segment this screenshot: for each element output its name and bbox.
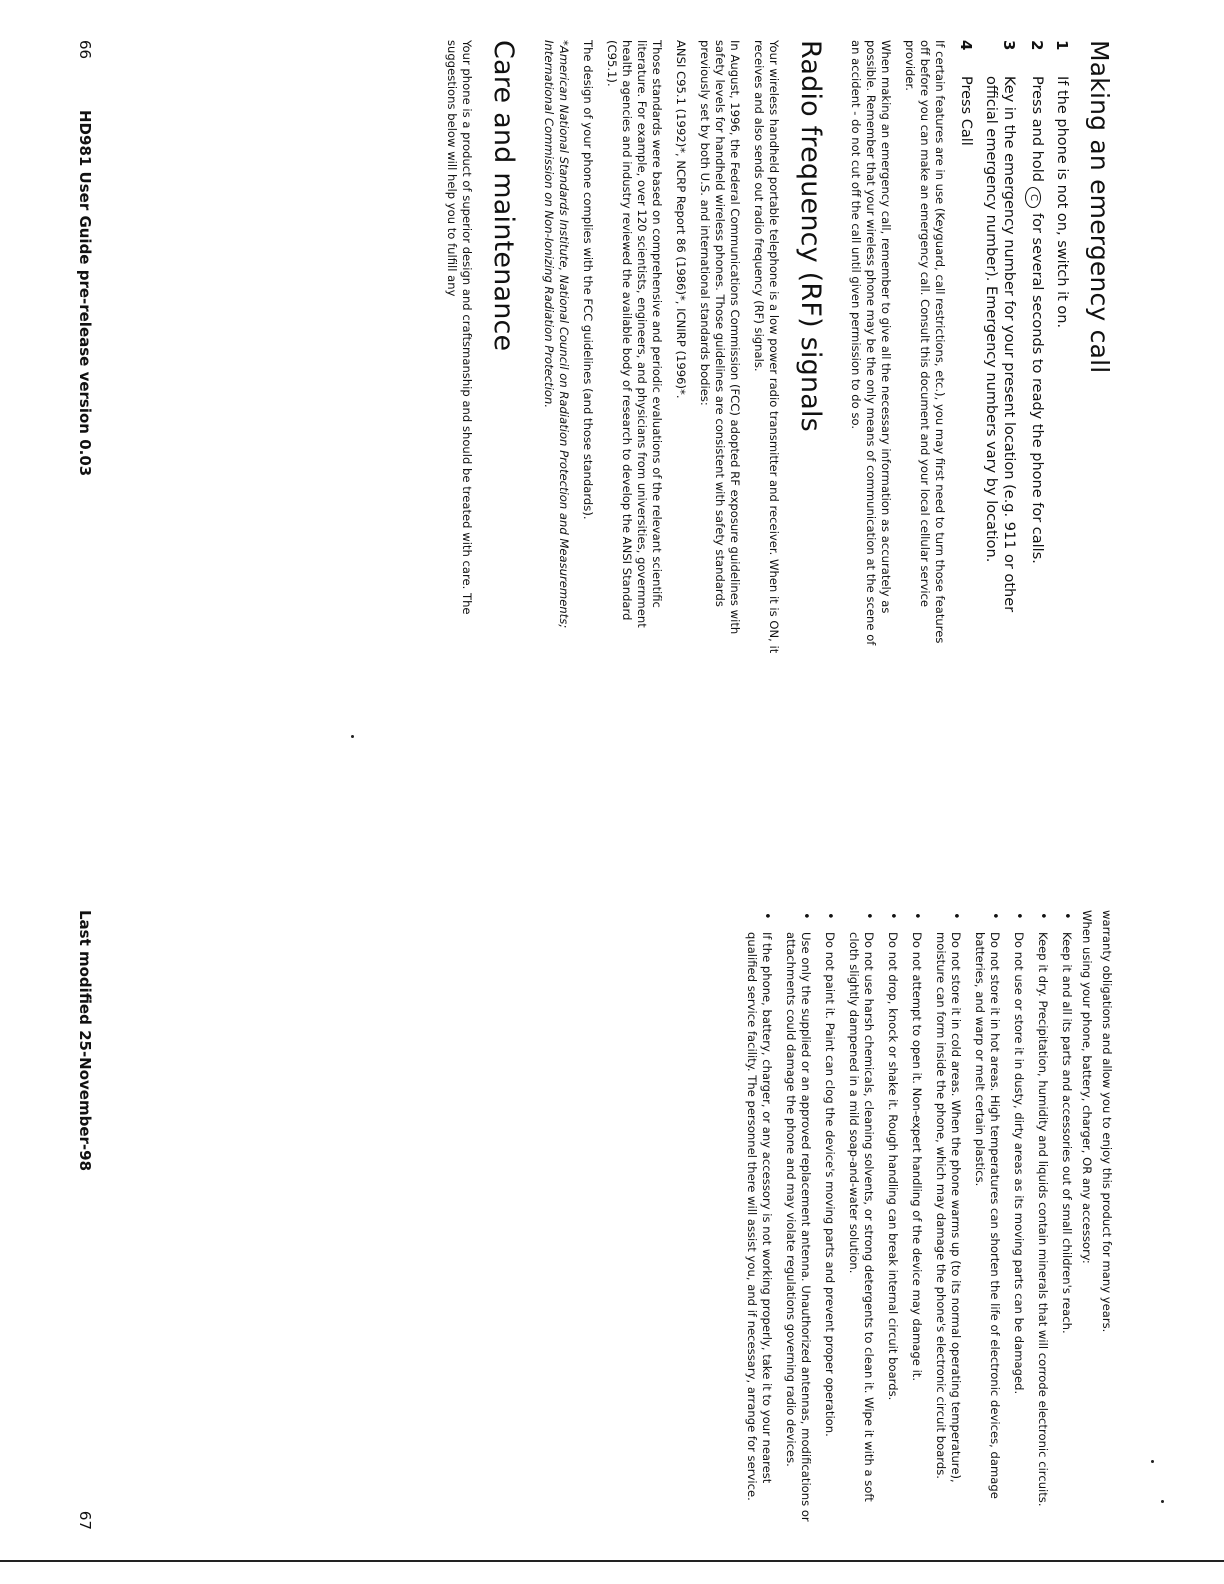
step-text-after: for several seconds to ready the phone for calls.	[1029, 212, 1045, 564]
guide-version-label: HD981 User Guide pre-release version 0.03	[76, 110, 94, 477]
rf-paragraph-compliance: The design of your phone complies with the FCC guidelines (and those standards).	[581, 40, 595, 520]
care-usage-intro: When using your phone, battery, charger, OR any accessory:	[1080, 910, 1094, 1264]
care-maintenance-heading: Care and maintenance	[488, 40, 519, 352]
rf-footnote-text: *American National Standards Institute, National Council on Radiation Protection and Measurements; International Commission on Non-Ionizing Radiation Protection.	[542, 40, 571, 629]
left-page	[44, 40, 1114, 660]
step-number: 3	[1000, 40, 1018, 51]
step-1	[1053, 40, 1071, 660]
rf-paragraph-evaluations: Those standards were based on comprehensive and periodic evaluations of the relevant scientific literature. For example, over 120 scientists, engineers, and physicians from universities, government health agencies and industry reviewed the available body of research to develop the ANSI Standard (C95.1).	[605, 40, 664, 628]
step-3	[982, 40, 1018, 660]
list-item: • If the phone, battery, charger, or any accessory is not working properly, take it to your nearest qualified service facility. The personnel there will assist you, and if necessary, arrange for service.	[744, 910, 774, 1530]
list-item: • Do not paint it. Paint can clog the device's moving parts and prevent proper operation.	[822, 910, 837, 1530]
emergency-paragraph-information: When making an emergency call, remember to give all the necessary information as accurately as possible. Remember that your wireless phone may be the only means of communication at the scene of an accident - do not cut off the call until given permission to do so.	[849, 40, 893, 646]
rf-paragraph-fcc: In August, 1996, the Federal Communications Commission (FCC) adopted RF exposure guidelines with safety levels for handheld wireless phones. Those guidelines are consistent with safety standards previously set by both U.S. and international standards bodies:	[698, 40, 742, 635]
emergency-paragraph-features: If certain features are in use (Keyguard, call restrictions, etc.), you may first need to turn those features off before you can make an emergency call. Consult this document and your local cellular service provider.	[903, 40, 947, 644]
step-number: 4	[957, 40, 975, 51]
list-item: • Do not store it in cold areas. When the phone warms up (to its normal operating temperature), moisture can form inside the phone, which may damage the phone's electronic circuit boards.	[933, 910, 963, 1530]
step-number: 1	[1053, 40, 1071, 51]
list-item: • Do not drop, knock or shake it. Rough handling can break internal circuit boards.	[885, 910, 900, 1530]
list-item: • Do not use harsh chemicals, cleaning solvents, or strong detergents to clean it. Wipe it with a soft cloth slightly dampened in a mild soap-and-water solution.	[846, 910, 876, 1530]
rf-footnote	[541, 40, 571, 660]
emergency-steps	[957, 40, 1071, 660]
step-text: Key in the emergency number for your present location (e.g. 911 or other official emergency number). Emergency numbers vary by location.	[983, 76, 1017, 613]
last-modified-label: Last modified 25-November-98	[76, 910, 94, 1172]
list-item: • Keep it and all its parts and accessories out of small children's reach.	[1059, 910, 1074, 1530]
scan-speck	[1151, 1460, 1154, 1463]
step-4	[957, 40, 975, 660]
c-key-icon: C	[1025, 187, 1041, 208]
care-paragraph-intro: Your phone is a product of superior design and craftsmanship and should be treated with care. The suggestions below will help you to fulfill any	[445, 40, 474, 615]
care-continued-text: warranty obligations and allow you to enjoy this product for many years.	[1100, 910, 1114, 1333]
care-bullet-list	[744, 910, 1074, 1530]
scan-speck	[1161, 1500, 1164, 1503]
emergency-call-heading: Making an emergency call	[1085, 40, 1114, 374]
right-page	[44, 910, 1114, 1530]
step-text: Press Call	[958, 76, 974, 146]
page-number-left: 66	[76, 40, 94, 60]
scan-edge-line	[0, 1560, 1224, 1562]
list-item: • Keep it dry. Precipitation, humidity and liquids contain minerals that will corrode electronic circuits.	[1035, 910, 1050, 1530]
page-number-right: 67	[76, 1510, 94, 1530]
rf-signals-heading: Radio frequency (RF) signals	[795, 40, 826, 432]
scan-speck	[351, 735, 354, 738]
list-item: • Do not store it in hot areas. High temperatures can shorten the life of electronic devices, damage batteries, and warp or melt certain plastics.	[972, 910, 1002, 1530]
step-2	[1025, 40, 1046, 660]
step-text-before: Press and hold	[1029, 76, 1045, 182]
rf-paragraph-standards-list: ANSI C95.1 (1992)*, NCRP Report 86 (1986)*, ICNIRP (1996)*.	[674, 40, 688, 399]
step-number: 2	[1028, 40, 1046, 51]
list-item: • Do not use or store it in dusty, dirty areas as its moving parts can be damaged.	[1011, 910, 1026, 1530]
list-item: • Do not attempt to open it. Non-expert handling of the device may damage it.	[909, 910, 924, 1530]
list-item: • Use only the supplied or an approved replacement antenna. Unauthorized antennas, modifications or attachments could damage the phone and may violate regulations governing radio devices.	[783, 910, 813, 1530]
step-text: If the phone is not on, switch it on.	[1054, 76, 1070, 329]
rf-paragraph-intro: Your wireless handheld portable telephone is a low power radio transmitter and receiver. When it is ON, it receives and also sends out radio frequency (RF) signals.	[752, 40, 781, 654]
